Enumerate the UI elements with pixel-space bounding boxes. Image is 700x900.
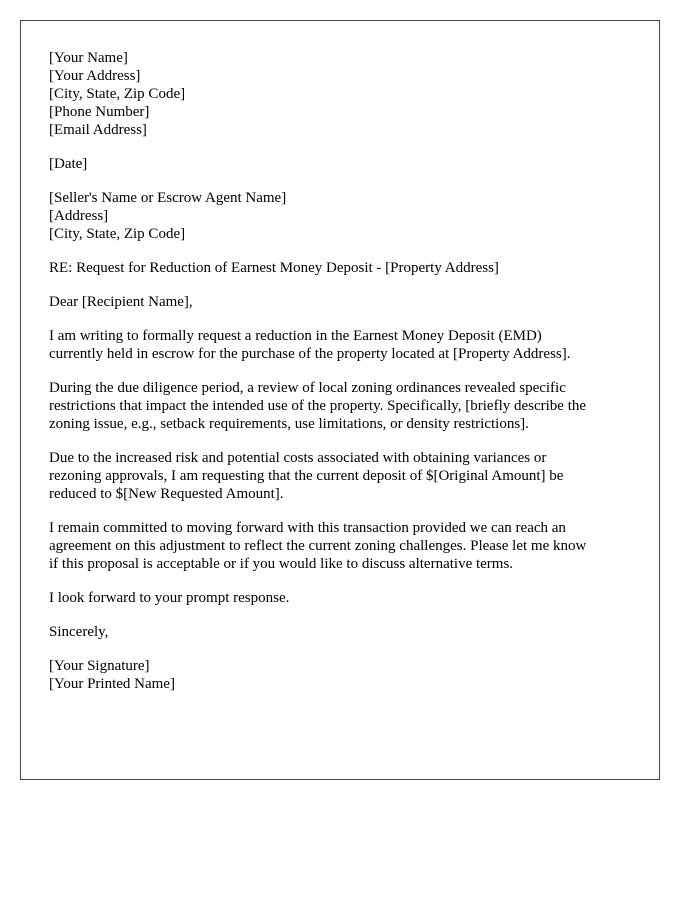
signature-block [49,657,649,693]
body-line: During the due diligence period, a review of local zoning ordinances revealed specific [49,380,566,396]
sender-city-state-zip: [City, State, Zip Code] [49,86,186,102]
recipient-name: [Seller's Name or Escrow Agent Name] [49,190,287,206]
body-paragraph-2 [49,379,649,433]
closing: Sincerely, [49,624,109,640]
body-line: rezoning approvals, I am requesting that the current deposit of $[Original Amount] be [49,468,564,484]
body-line: I remain committed to moving forward with this transaction provided we can reach an [49,520,566,536]
sender-block [49,49,649,139]
letter-content [49,49,649,693]
body-paragraph-5 [49,589,649,607]
closing-block [49,623,649,641]
body-line: restrictions that impact the intended use of the property. Specifically, [briefly describe the [49,398,587,414]
sender-phone: [Phone Number] [49,104,150,120]
salutation-block [49,293,649,311]
body-paragraph-3 [49,449,649,503]
sender-email: [Email Address] [49,122,147,138]
letter-date: [Date] [49,156,88,172]
date-block [49,155,649,173]
body-line: reduced to $[New Requested Amount]. [49,486,284,502]
printed-name: [Your Printed Name] [49,676,175,692]
salutation: Dear [Recipient Name], [49,294,193,310]
body-line: I look forward to your prompt response. [49,590,290,606]
letter-page [20,20,660,780]
body-paragraph-1 [49,327,649,363]
body-line: I am writing to formally request a reduction in the Earnest Money Deposit (EMD) [49,328,542,344]
subject-line: RE: Request for Reduction of Earnest Money Deposit - [Property Address] [49,260,499,276]
sender-name: [Your Name] [49,50,128,66]
body-line: currently held in escrow for the purchase of the property located at [Property Address]. [49,346,571,362]
signature-line: [Your Signature] [49,658,150,674]
subject-block [49,259,649,277]
recipient-block [49,189,649,243]
body-line: zoning issue, e.g., setback requirements, use limitations, or density restrictions]. [49,416,529,432]
recipient-address: [Address] [49,208,109,224]
sender-address: [Your Address] [49,68,141,84]
body-line: agreement on this adjustment to reflect the current zoning challenges. Please let me know [49,538,587,554]
recipient-city-state-zip: [City, State, Zip Code] [49,226,186,242]
body-paragraph-4 [49,519,649,573]
body-line: if this proposal is acceptable or if you would like to discuss alternative terms. [49,556,514,572]
body-line: Due to the increased risk and potential costs associated with obtaining variances or [49,450,547,466]
